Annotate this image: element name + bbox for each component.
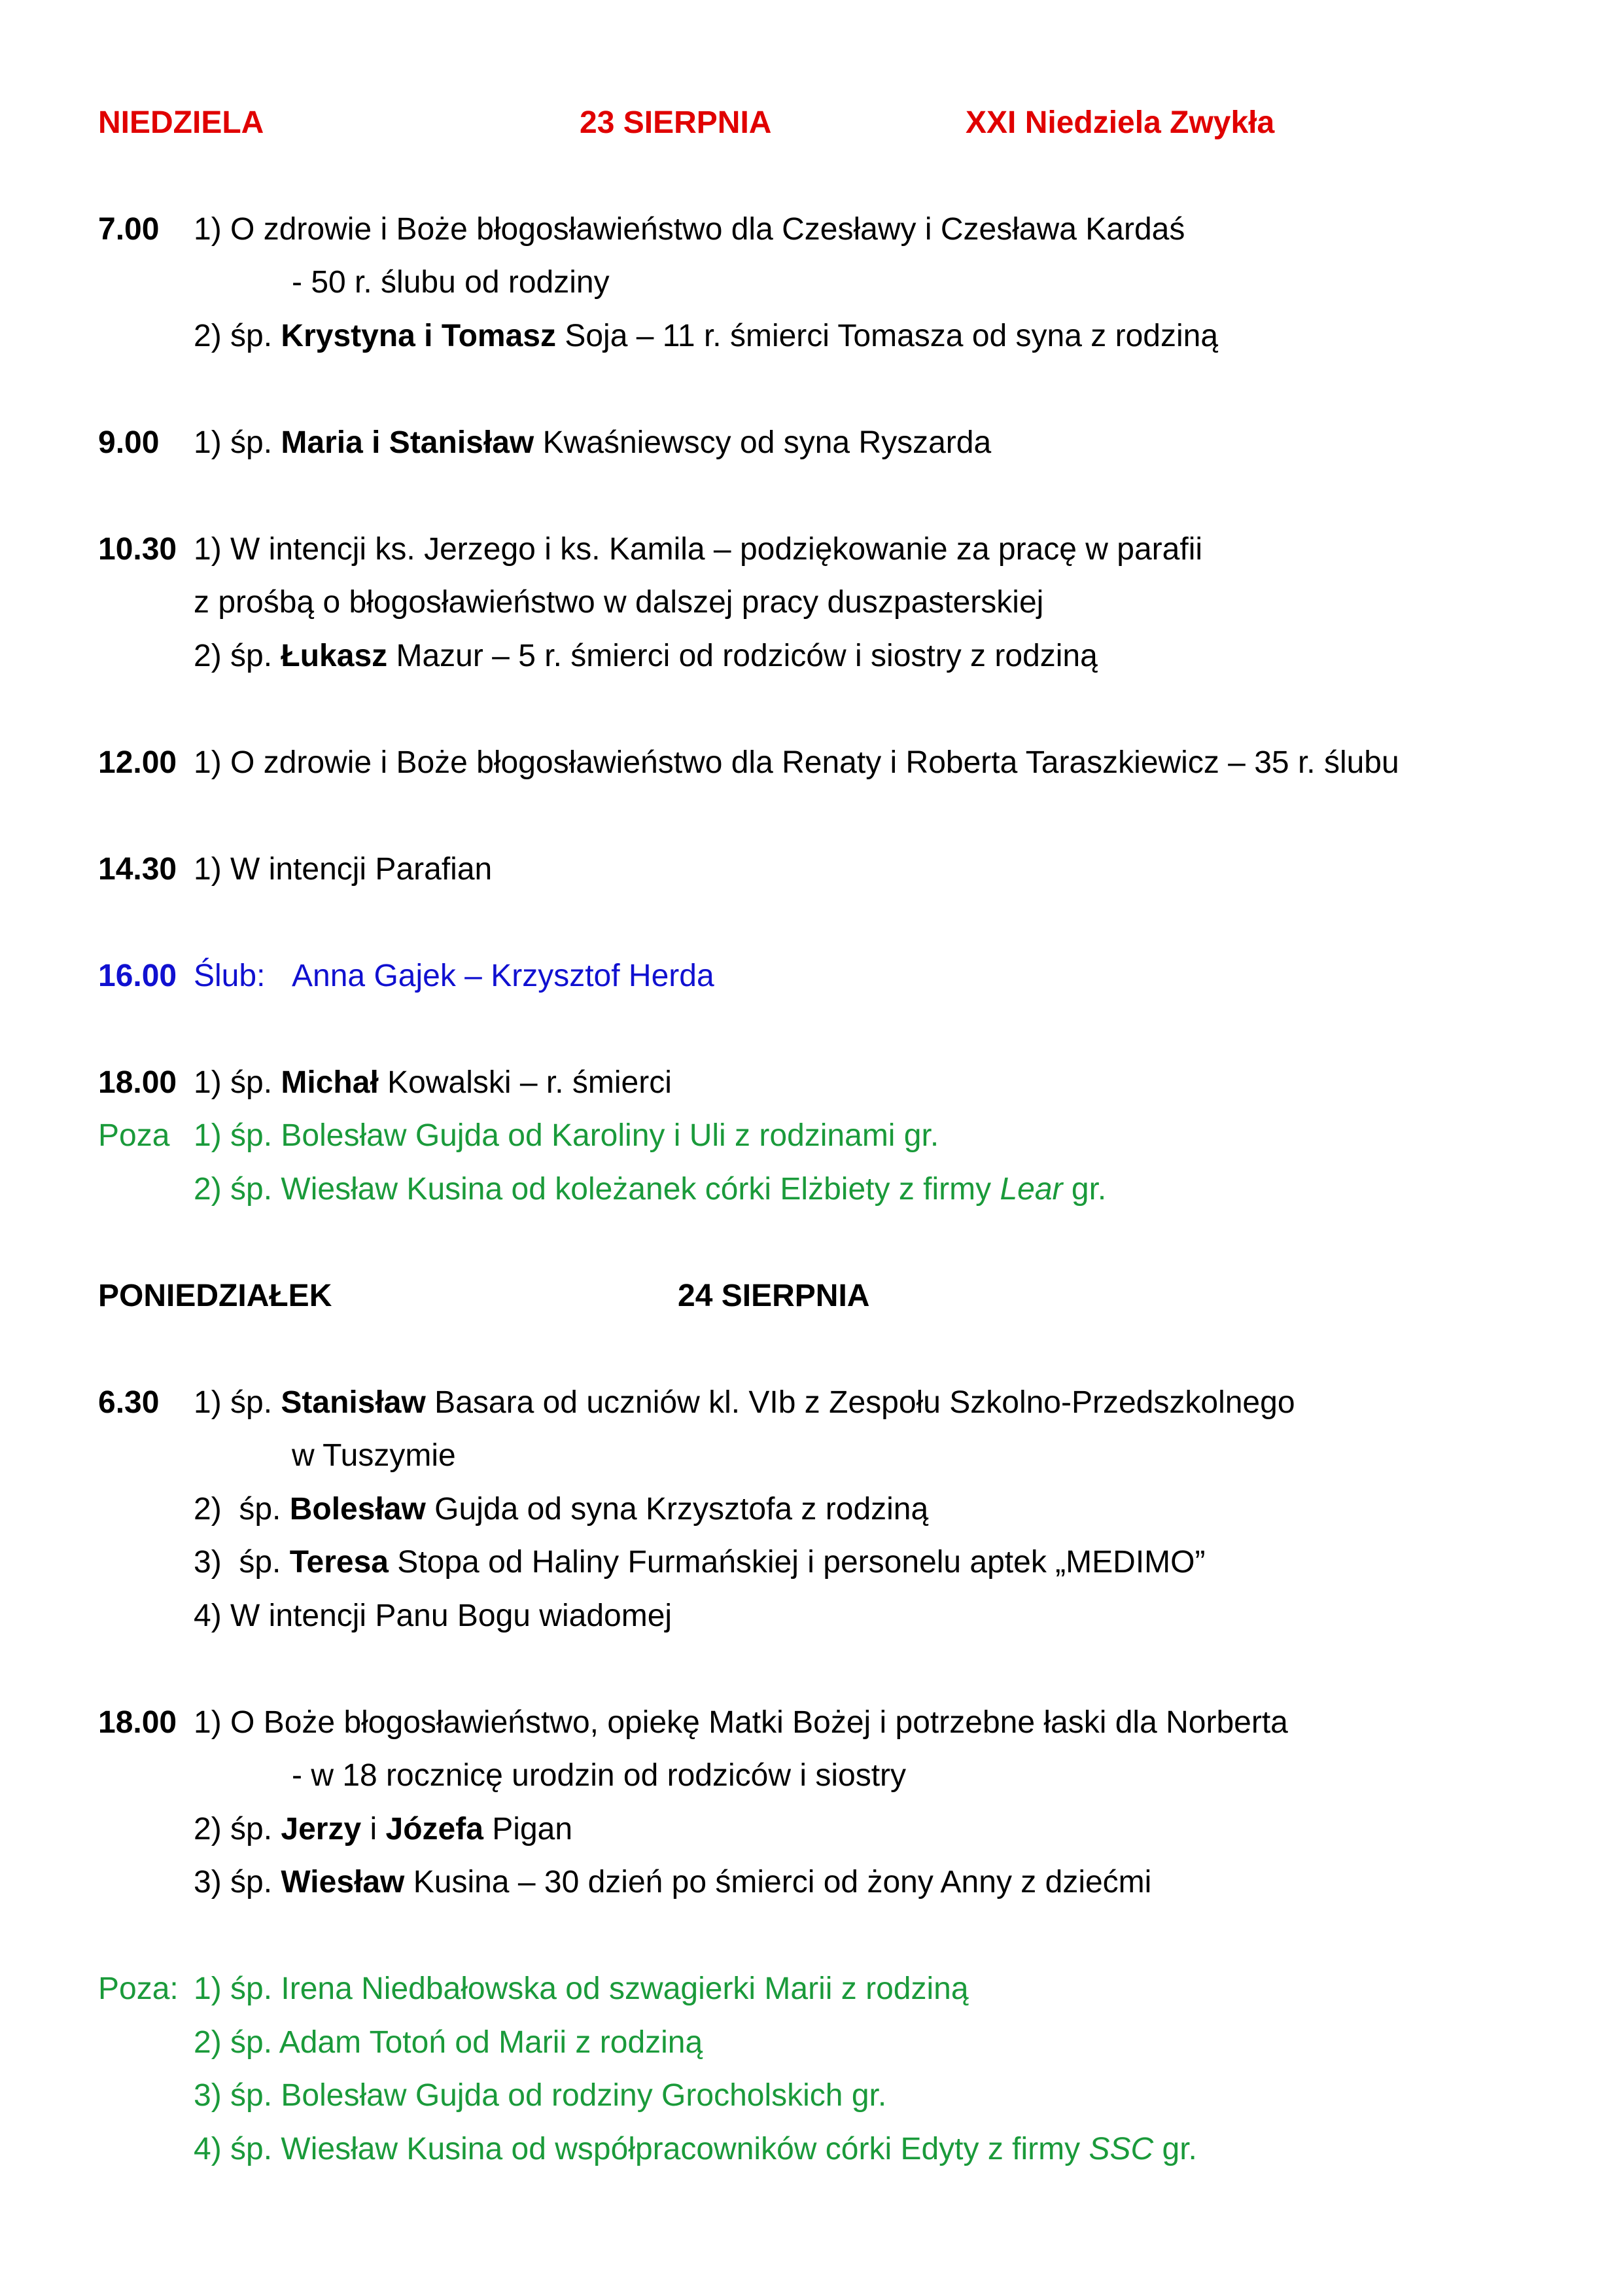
mass-time: 12.00 — [98, 745, 177, 780]
intention-line: 3) śp. Wiesław Kusina – 30 dzień po śmierci od żony Anny z dziećmi — [194, 1865, 1152, 1899]
mass-time: 6.30 — [98, 1385, 160, 1420]
mass-time: 18.00 — [98, 1065, 177, 1100]
mass-time: 9.00 — [98, 425, 160, 460]
monday-date: 24 SIERPNIA — [678, 1279, 870, 1313]
extra-label: Poza: — [98, 1971, 179, 2006]
wedding-line — [98, 957, 714, 996]
deceased-names: Teresa — [289, 1545, 389, 1580]
mass-time: 10.30 — [98, 532, 177, 567]
mass-time: 14.30 — [98, 852, 177, 887]
intention-line: 2) śp. Jerzy i Józefa Pigan — [194, 1812, 573, 1846]
extra-intention-line: Poza 1) śp. Bolesław Gujda od Karoliny i Uli z rodzinami gr. — [98, 1118, 939, 1153]
wedding-label: Ślub: — [194, 959, 266, 993]
intention-line: 3) śp. Teresa Stopa od Haliny Furmańskiej i personelu aptek „MEDIMO” — [194, 1545, 1206, 1580]
extra-intention-line: Poza: 1) śp. Irena Niedbałowska od szwagierki Marii z rodziną — [98, 1971, 969, 2006]
intention-line: 2) śp. Łukasz Mazur – 5 r. śmierci od rodziców i siostry z rodziną — [194, 639, 1098, 673]
extra-label: Poza — [98, 1118, 170, 1153]
mass-line: 18.00 1) śp. Michał Kowalski – r. śmierci — [98, 1065, 672, 1100]
company-name: SSC — [1089, 2132, 1154, 2166]
wedding-names: Anna Gajek – Krzysztof Herda — [292, 959, 714, 993]
mass-time: 18.00 — [98, 1705, 177, 1740]
intention-continuation: - 50 r. ślubu od rodziny — [292, 265, 610, 300]
extra-intention-line: 2) śp. Adam Totoń od Marii z rodziną — [194, 2025, 703, 2060]
mass-line: 14.30 1) W intencji Parafian — [98, 852, 493, 887]
intention-line: 2) śp. Krystyna i Tomasz Soja – 11 r. śmierci Tomasza od syna z rodziną — [194, 319, 1219, 353]
intention-line: 2) śp. Bolesław Gujda od syna Krzysztofa z rodziną — [194, 1492, 929, 1527]
deceased-names: Łukasz — [281, 639, 388, 673]
deceased-names: Krystyna i Tomasz — [281, 319, 556, 353]
deceased-names: Jerzy — [281, 1812, 362, 1846]
monday-day: PONIEDZIAŁEK — [98, 1279, 332, 1313]
sunday-date: 23 SIERPNIA — [580, 105, 772, 140]
deceased-names: Józefa — [385, 1812, 483, 1846]
extra-intention-line: 2) śp. Wiesław Kusina od koleżanek córki Elżbiety z firmy Lear gr. — [194, 1172, 1107, 1207]
mass-time: 16.00 — [98, 959, 177, 993]
mass-line: 12.00 1) O zdrowie i Boże błogosławieństwo dla Renaty i Roberta Taraszkiewicz – 35 r. ślubu — [98, 745, 1399, 780]
extra-intention-line: 4) śp. Wiesław Kusina od współpracowników córki Edyty z firmy SSC gr. — [194, 2132, 1197, 2166]
intention-number: 1) — [194, 212, 222, 247]
deceased-names: Stanisław — [281, 1385, 426, 1420]
deceased-names: Maria i Stanisław — [281, 425, 534, 460]
intention-text: O zdrowie i Boże błogosławieństwo dla Czesławy i Czesława Kardaś — [230, 212, 1185, 247]
mass-time: 7.00 — [98, 212, 160, 247]
mass-line: 9.00 1) śp. Maria i Stanisław Kwaśniewscy od syna Ryszarda — [98, 425, 992, 460]
intention-continuation: - w 18 rocznicę urodzin od rodziców i siostry — [292, 1758, 907, 1793]
mass-line: 6.30 1) śp. Stanisław Basara od uczniów kl. VIb z Zespołu Szkolno-Przedszkolnego — [98, 1385, 1295, 1420]
sunday-feast: XXI Niedziela Zwykła — [966, 105, 1275, 140]
deceased-names: Wiesław — [281, 1865, 405, 1899]
intention-line: 4) W intencji Panu Bogu wiadomej — [194, 1598, 672, 1633]
mass-line — [98, 210, 1185, 249]
deceased-names: Michał — [281, 1065, 379, 1100]
intention-continuation: z prośbą o błogosławieństwo w dalszej pracy duszpasterskiej — [194, 585, 1044, 620]
sunday-day: NIEDZIELA — [98, 105, 264, 140]
deceased-names: Bolesław — [289, 1492, 426, 1527]
mass-line: 10.30 1) W intencji ks. Jerzego i ks. Kamila – podziękowanie za pracę w parafii — [98, 532, 1203, 567]
mass-line: 18.00 1) O Boże błogosławieństwo, opiekę Matki Bożej i potrzebne łaski dla Norberta — [98, 1705, 1288, 1740]
intention-continuation: w Tuszymie — [292, 1438, 456, 1473]
extra-intention-line: 3) śp. Bolesław Gujda od rodziny Grocholskich gr. — [194, 2078, 887, 2113]
company-name: Lear — [1000, 1172, 1063, 1207]
